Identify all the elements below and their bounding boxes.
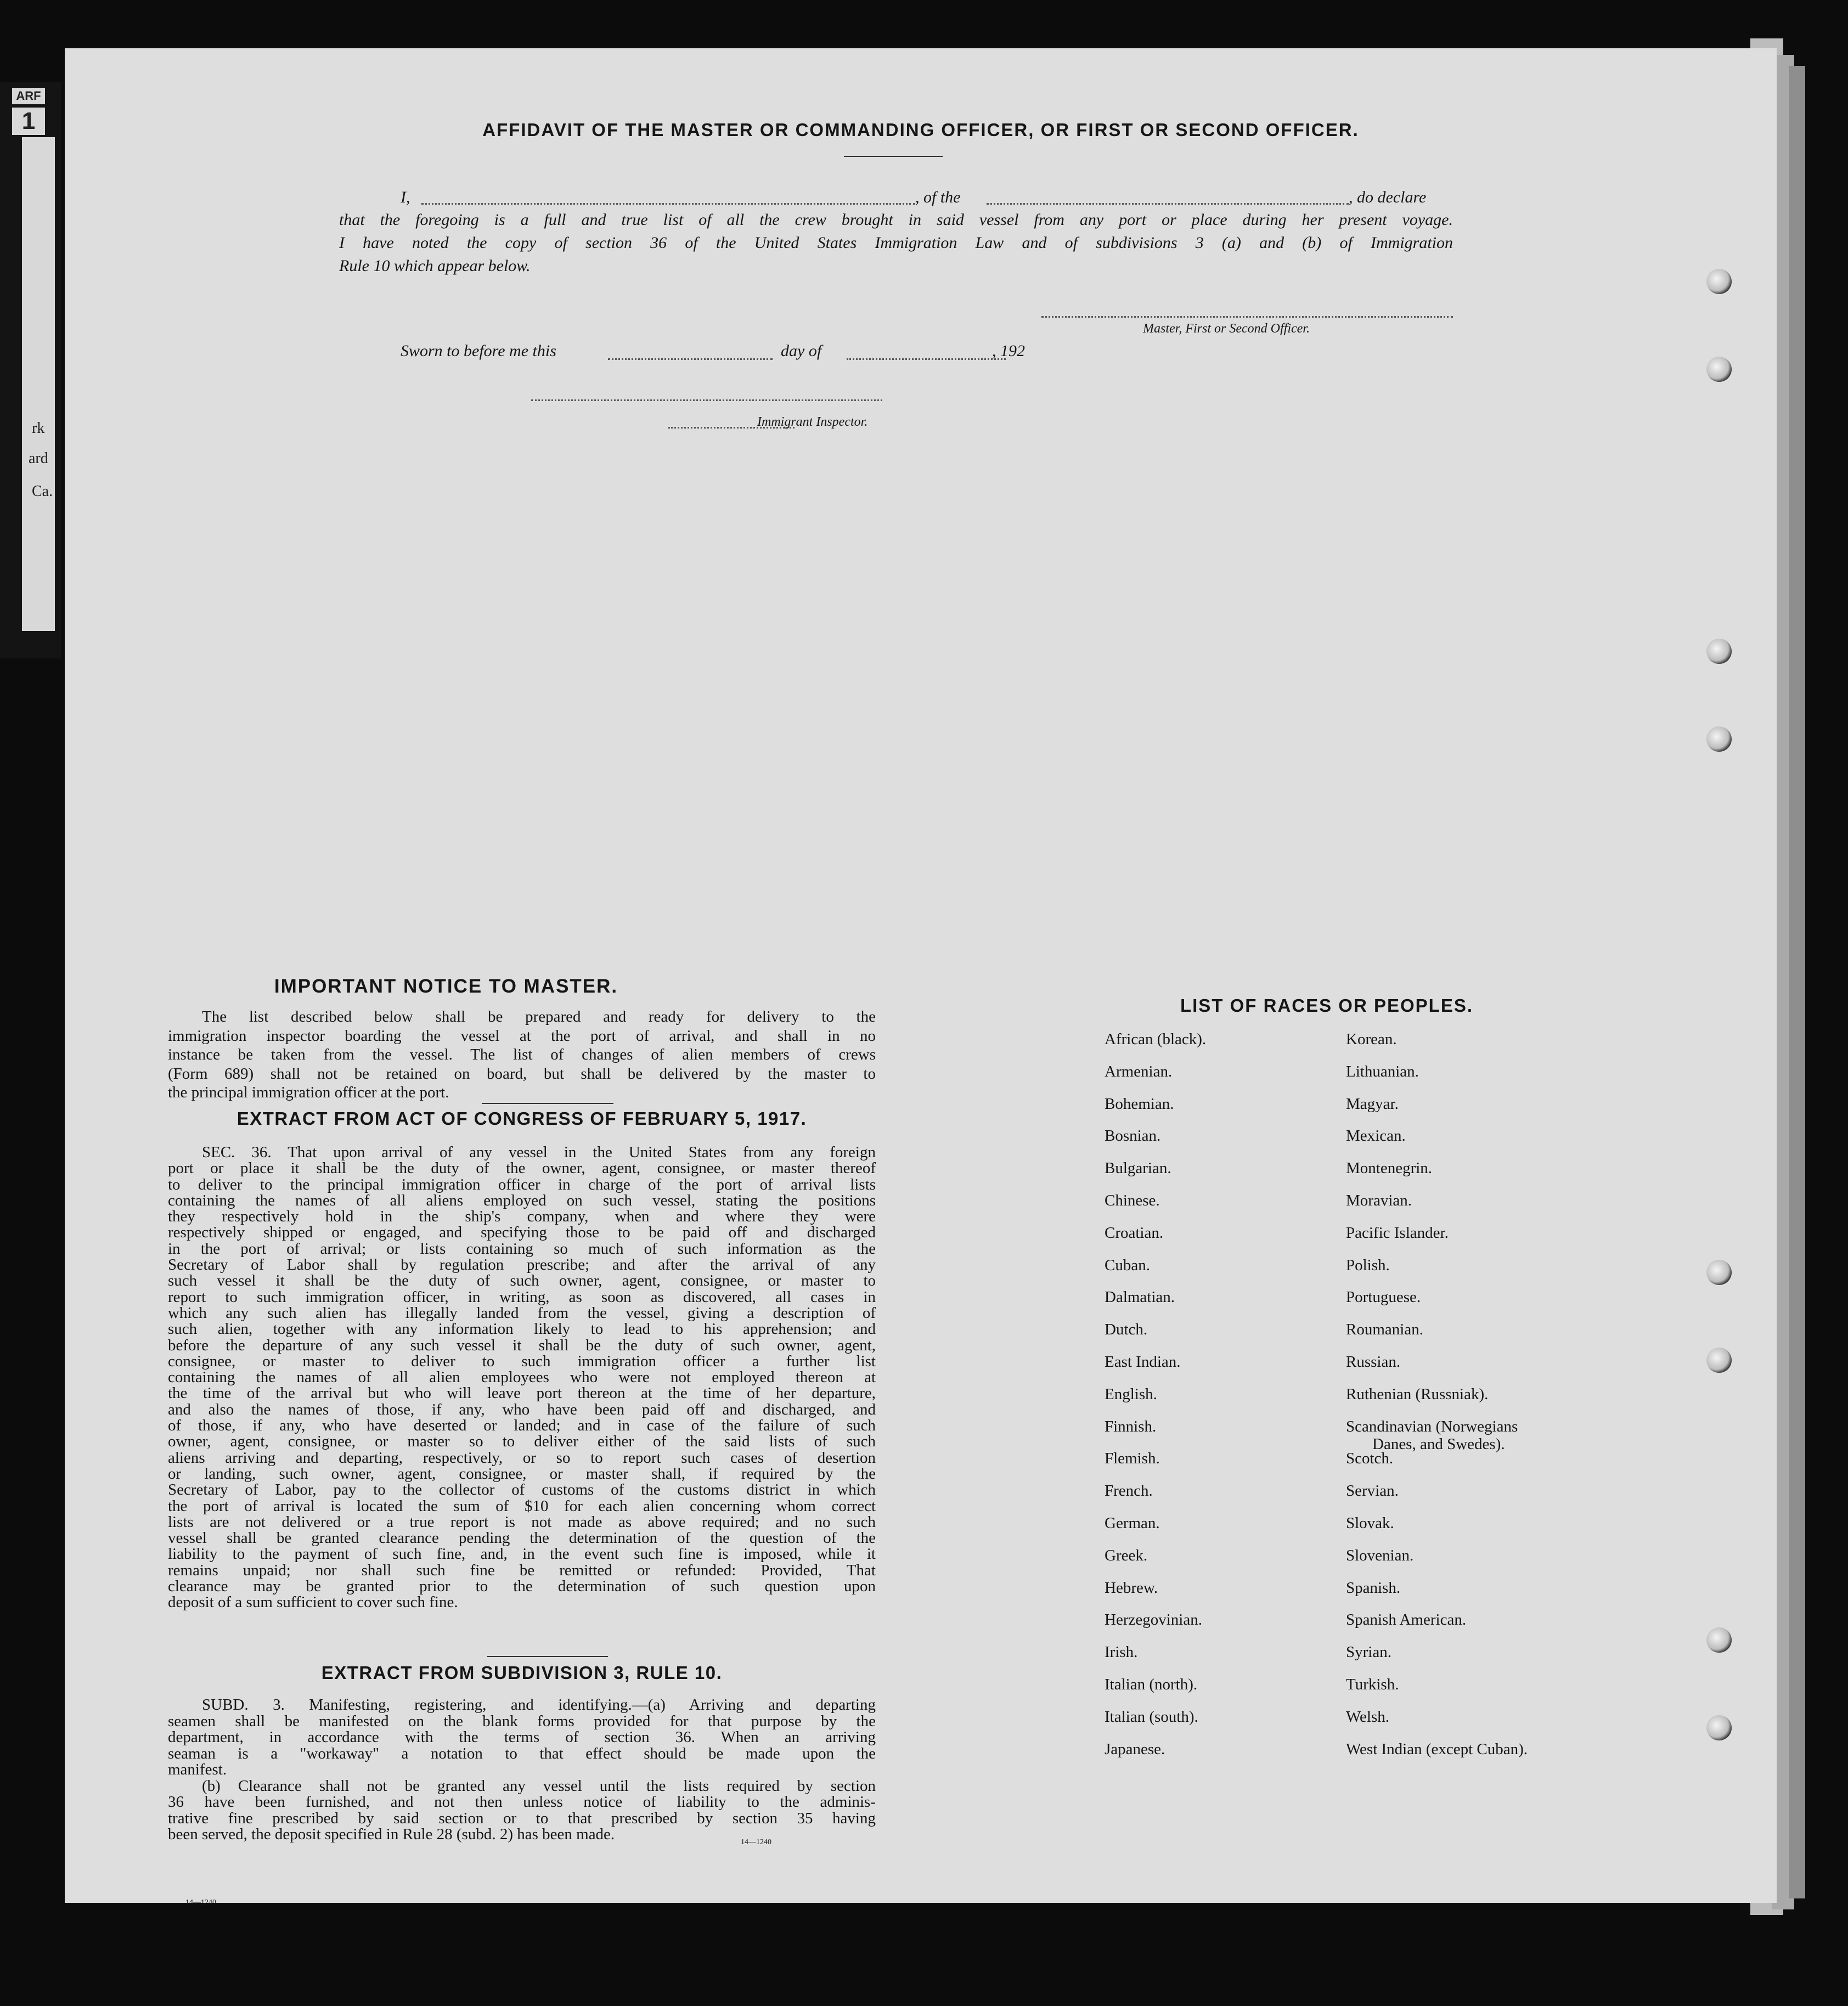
text-line: vessel shall be granted clearance pending the determination of the question of the bbox=[168, 1529, 876, 1547]
affidavit-line-3: I have noted the copy of section 36 of the United States Immigration Law and of subdivisions 3 (a) and (b) of Immigration bbox=[339, 234, 1453, 252]
year-label: , 192 bbox=[992, 342, 1025, 360]
binder-hole bbox=[1706, 357, 1732, 382]
race-item: Russian. bbox=[1346, 1353, 1401, 1371]
race-item: Lithuanian. bbox=[1346, 1062, 1419, 1080]
race-item: Hebrew. bbox=[1105, 1579, 1158, 1597]
binder-hole bbox=[1706, 1348, 1732, 1373]
text-line: and also the names of those, if any, who have been paid off and discharged, and bbox=[168, 1400, 876, 1418]
race-item: German. bbox=[1105, 1514, 1160, 1532]
race-item: African (black). bbox=[1105, 1030, 1207, 1048]
edge-tab-top: ARF bbox=[12, 88, 45, 104]
affidavit-do-declare: , do declare bbox=[1349, 188, 1427, 206]
race-item: Dalmatian. bbox=[1105, 1288, 1175, 1306]
race-item: Montenegrin. bbox=[1346, 1159, 1433, 1177]
race-item: Japanese. bbox=[1105, 1740, 1165, 1758]
race-item: Syrian. bbox=[1346, 1643, 1391, 1661]
race-item-continuation: Danes, and Swedes). bbox=[1372, 1435, 1505, 1453]
officer-label: Master, First or Second Officer. bbox=[1143, 322, 1310, 336]
rule-extract-body bbox=[168, 1697, 876, 1843]
race-item: Turkish. bbox=[1346, 1676, 1399, 1693]
text-line: port or place it shall be the duty of the owner, agent, consignee, or master thereof bbox=[168, 1159, 876, 1177]
text-line: the principal immigration officer at the port. bbox=[168, 1084, 449, 1101]
title-underline bbox=[844, 156, 943, 157]
text-line: remains unpaid; nor shall such fine be remitted or refunded: Provided, That bbox=[168, 1561, 876, 1579]
binder-hole bbox=[1706, 269, 1732, 294]
race-item: Chinese. bbox=[1105, 1192, 1160, 1209]
race-item: Slovak. bbox=[1346, 1514, 1394, 1532]
text-line: they respectively hold in the ship's company, when and where they were bbox=[168, 1208, 876, 1226]
race-item: Roumanian. bbox=[1346, 1321, 1423, 1339]
text-line: seamen shall be manifested on the blank forms provided for that purpose by the bbox=[168, 1712, 876, 1730]
text-line: The list described below shall be prepared and ready for delivery to the bbox=[202, 1008, 876, 1025]
document-page bbox=[65, 48, 1777, 1907]
race-item: Polish. bbox=[1346, 1256, 1390, 1274]
notice-title: IMPORTANT NOTICE TO MASTER. bbox=[274, 976, 618, 997]
binder-hole bbox=[1706, 639, 1732, 664]
inspector-label: Immigrant Inspector. bbox=[757, 415, 868, 429]
race-item: West Indian (except Cuban). bbox=[1346, 1740, 1528, 1758]
day-of-label: day of bbox=[781, 342, 822, 360]
text-line: owner, agent, consignee, or master so to deliver either of the said lists of such bbox=[168, 1433, 876, 1451]
rule-extract-title: EXTRACT FROM SUBDIVISION 3, RULE 10. bbox=[321, 1663, 723, 1683]
race-item: Spanish American. bbox=[1346, 1611, 1467, 1629]
races-column-1 bbox=[1105, 1030, 1335, 1837]
rule-title-rule bbox=[487, 1656, 608, 1657]
race-item: Bulgarian. bbox=[1105, 1159, 1171, 1177]
text-line: clearance may be granted prior to the determination of such question upon bbox=[168, 1577, 876, 1596]
race-item: Bohemian. bbox=[1105, 1095, 1174, 1113]
notice-body bbox=[168, 1007, 876, 1102]
text-line: in the port of arrival; or lists containing so much of such information as the bbox=[168, 1239, 876, 1258]
race-item: Ruthenian (Russniak). bbox=[1346, 1385, 1489, 1403]
race-item: English. bbox=[1105, 1385, 1157, 1403]
edge-letters-1: rk bbox=[32, 420, 45, 437]
text-line: containing the names of all aliens employed on such vessel, stating the positions bbox=[168, 1191, 876, 1209]
affidavit-i: I, bbox=[401, 188, 410, 206]
text-line: department, in accordance with the terms of section 36. When an arriving bbox=[168, 1728, 876, 1746]
race-item: East Indian. bbox=[1105, 1353, 1181, 1371]
text-line: such alien, together with any information likely to lead to his apprehension; and bbox=[168, 1320, 876, 1338]
text-line: to deliver to the principal immigration officer in charge of the port of arrival lists bbox=[168, 1175, 876, 1193]
race-item: Armenian. bbox=[1105, 1062, 1173, 1080]
race-item: Magyar. bbox=[1346, 1095, 1399, 1113]
race-item: Bosnian. bbox=[1105, 1127, 1161, 1145]
text-line: the time of the arrival but who will leave port thereon at the time of her departure, bbox=[168, 1384, 876, 1402]
text-line: such vessel it shall be the duty of such owner, agent, consignee, or master to bbox=[168, 1272, 876, 1290]
text-line: which any such alien has illegally landed from the vessel, giving a description of bbox=[168, 1304, 876, 1322]
race-item: Greek. bbox=[1105, 1546, 1148, 1564]
text-line: containing the names of all alien employees who were not employed thereon at bbox=[168, 1368, 876, 1387]
race-item: Mexican. bbox=[1346, 1127, 1406, 1145]
affidavit-line-2: that the foregoing is a full and true list of all the crew brought in said vessel from any port or place during her present voyage. bbox=[339, 211, 1453, 229]
affidavit-title: AFFIDAVIT OF THE MASTER OR COMMANDING OFFICER, OR FIRST OR SECOND OFFICER. bbox=[482, 120, 1359, 140]
day-blank bbox=[608, 358, 773, 360]
race-item: Servian. bbox=[1346, 1482, 1399, 1500]
races-title: LIST OF RACES OR PEOPLES. bbox=[1180, 995, 1474, 1016]
text-line: instance be taken from the vessel. The list of changes of alien members of crews bbox=[168, 1046, 876, 1063]
text-line: aliens arriving and departing, respectively, or so to report such cases of desertion bbox=[168, 1449, 876, 1467]
race-item: Italian (north). bbox=[1105, 1676, 1198, 1693]
act-title-rule bbox=[482, 1103, 613, 1104]
edge-tab-side bbox=[22, 137, 55, 631]
race-item: Flemish. bbox=[1105, 1450, 1160, 1468]
race-item: Pacific Islander. bbox=[1346, 1224, 1449, 1242]
text-line: of those, if any, who have deserted or landed; and in case of the failure of such bbox=[168, 1417, 876, 1435]
race-item: Herzegovinian. bbox=[1105, 1611, 1202, 1629]
race-item: Welsh. bbox=[1346, 1708, 1390, 1726]
text-line: (Form 689) shall not be retained on board, but shall be delivered by the master to bbox=[168, 1064, 876, 1083]
text-line: consignee, or master to deliver to such immigration officer a further list bbox=[168, 1352, 876, 1370]
race-item: Italian (south). bbox=[1105, 1708, 1198, 1726]
binder-hole bbox=[1706, 1715, 1732, 1740]
text-line: lists are not delivered or a true report is not made as above required; and no such bbox=[168, 1513, 876, 1531]
rule-form-number: 14—1240 bbox=[741, 1838, 771, 1846]
binder-hole bbox=[1706, 1627, 1732, 1653]
text-line: SUBD. 3. Manifesting, registering, and identifying.—(a) Arriving and departing bbox=[202, 1696, 876, 1714]
race-item: Irish. bbox=[1105, 1643, 1138, 1661]
text-line: liability to the payment of such fine, and, in the event such fine is imposed, while it bbox=[168, 1545, 876, 1563]
races-column-2 bbox=[1346, 1030, 1675, 1837]
race-item: Cuban. bbox=[1105, 1256, 1150, 1274]
race-item: Korean. bbox=[1346, 1030, 1397, 1048]
edge-tab-number: 1 bbox=[12, 108, 45, 135]
text-line: report to such immigration officer, in writing, as soon as discovered, all cases in bbox=[168, 1288, 876, 1306]
race-item: Moravian. bbox=[1346, 1192, 1412, 1209]
text-line: been served, the deposit specified in Rule 28 (subd. 2) has been made. bbox=[168, 1825, 615, 1843]
edge-letters-3: Ca. bbox=[32, 483, 53, 500]
text-line: Secretary of Labor, pay to the collector of customs of the customs district in which bbox=[168, 1481, 876, 1499]
text-line: seaman is a "workaway" a notation to that effect should be made upon the bbox=[168, 1744, 876, 1762]
text-line: immigration inspector boarding the vessel at the port of arrival, and shall in no bbox=[168, 1027, 876, 1045]
affidavit-line-4: Rule 10 which appear below. bbox=[339, 257, 531, 275]
race-item: Scandinavian (Norwegians bbox=[1346, 1417, 1518, 1435]
vessel-blank bbox=[987, 203, 1349, 205]
text-line: Secretary of Labor shall by regulation prescribe; and after the arrival of any bbox=[168, 1256, 876, 1274]
text-line: SEC. 36. That upon arrival of any vessel in the United States from any foreign bbox=[202, 1143, 876, 1161]
page-edge bbox=[1789, 66, 1805, 1898]
text-line: deposit of a sum sufficient to cover such fine. bbox=[168, 1593, 458, 1611]
binder-hole bbox=[1706, 1260, 1732, 1285]
text-line: (b) Clearance shall not be granted any vessel until the lists required by section bbox=[202, 1777, 876, 1795]
text-line: manifest. bbox=[168, 1761, 227, 1778]
race-item: Spanish. bbox=[1346, 1579, 1401, 1597]
text-line: respectively shipped or engaged, and specifying those to be paid off and discharged bbox=[168, 1224, 876, 1242]
act-extract-body bbox=[168, 1145, 876, 1611]
race-item: Scotch. bbox=[1346, 1450, 1394, 1468]
race-item: Finnish. bbox=[1105, 1417, 1157, 1435]
sworn-label: Sworn to before me this bbox=[401, 342, 556, 360]
text-line: before the departure of any such vessel it shall be the duty of such owner, agent, bbox=[168, 1336, 876, 1354]
text-line: trative fine prescribed by said section or to that prescribed by section 35 having bbox=[168, 1809, 876, 1827]
name-blank bbox=[421, 203, 915, 205]
race-item: Dutch. bbox=[1105, 1321, 1148, 1339]
edge-letters-2: ard bbox=[29, 450, 48, 467]
footer-form-number: 14—1240 bbox=[185, 1898, 216, 1907]
text-line: 36 have been furnished, and not then unless notice of liability to the adminis- bbox=[168, 1793, 876, 1811]
race-item: French. bbox=[1105, 1482, 1153, 1500]
binder-hole bbox=[1706, 726, 1732, 752]
text-line: the port of arrival is located the sum of $10 for each alien concerning whom correct bbox=[168, 1497, 876, 1515]
act-extract-title: EXTRACT FROM ACT OF CONGRESS OF FEBRUARY 5, 1917. bbox=[236, 1108, 807, 1129]
month-blank bbox=[847, 358, 1006, 360]
inspector-signature-blank bbox=[531, 399, 882, 401]
race-item: Portuguese. bbox=[1346, 1288, 1421, 1306]
affidavit-of-the: , of the bbox=[915, 188, 961, 206]
text-line: or landing, such owner, agent, consignee, or master shall, if required by the bbox=[168, 1464, 876, 1483]
race-item: Slovenian. bbox=[1346, 1546, 1414, 1564]
race-item: Croatian. bbox=[1105, 1224, 1164, 1242]
officer-signature-blank bbox=[1041, 316, 1453, 318]
